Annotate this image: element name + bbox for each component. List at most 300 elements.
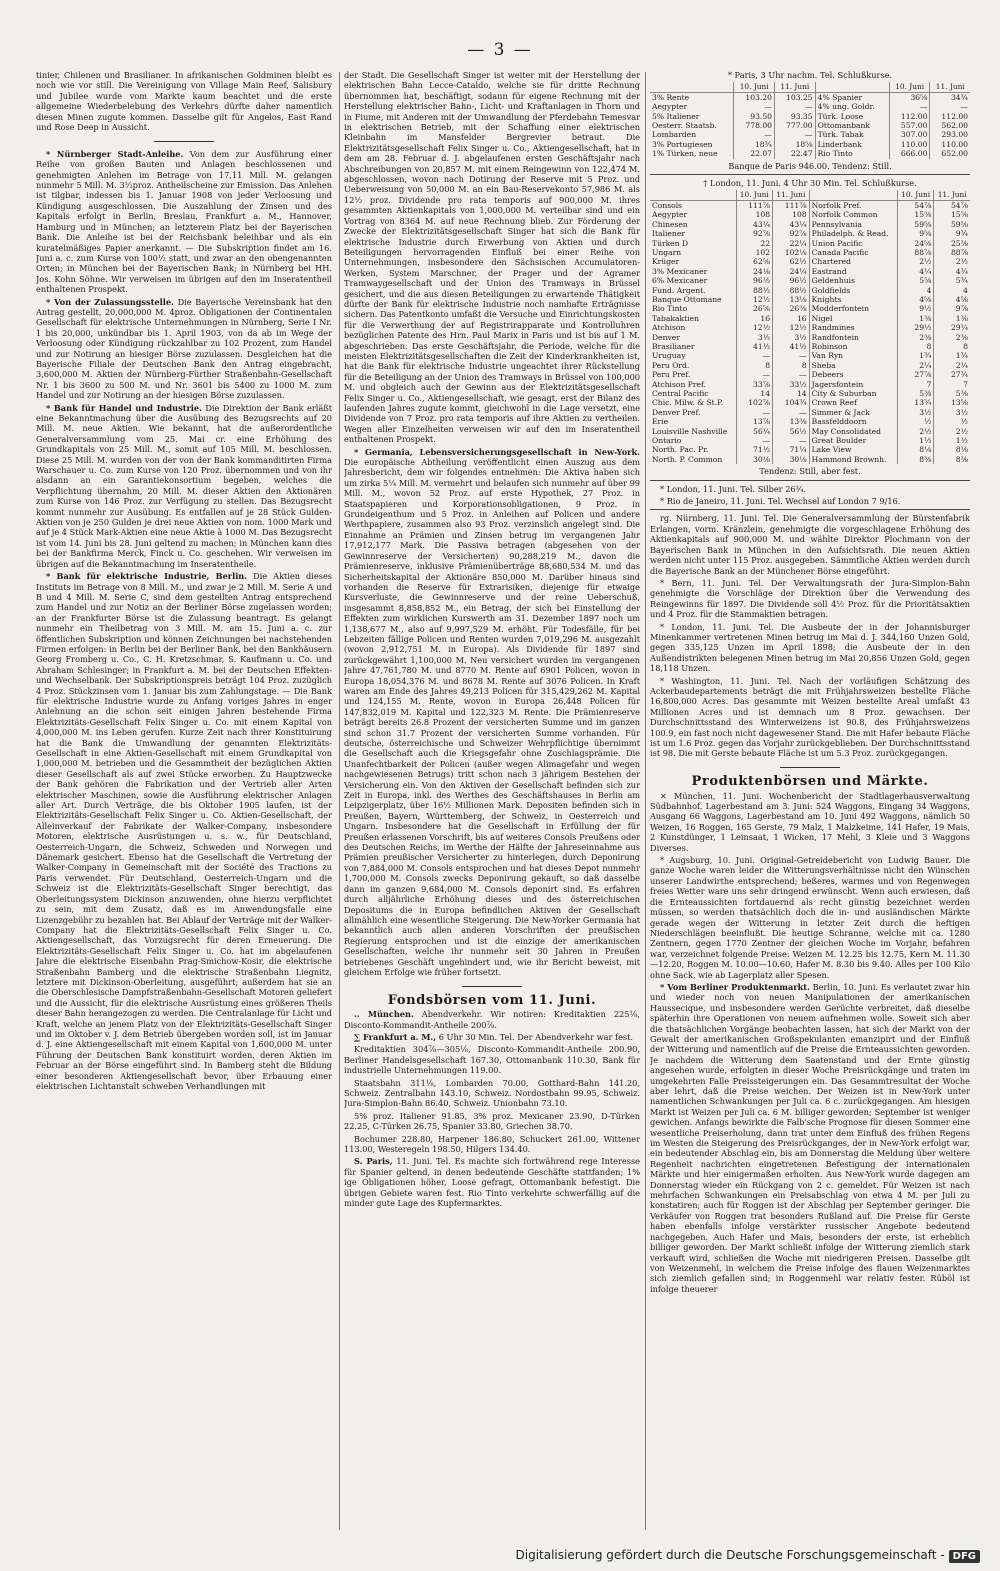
table-header-cell: 10. Juni — [734, 82, 775, 92]
table-cell: Oesterr. Staatsb. — [652, 121, 717, 131]
table-cell: Linderbank — [815, 140, 889, 149]
article-body: Die europäische Abtheilung veröffentlicht einen Auszug aus dem Jahresbericht, dem wir folgendes entnehmen: Die Aktiva haben sich um zirka 5¼ Mill. M. vermehrt und belaufen sich nunmehr auf über 99 Mill. M., wovon 52 Proz. auf erste Hypothek, 27 Proz. in Staatspapieren und Korporationsobligationen, 9 Proz. in Grundeigenthum und 5 Proz. in Anleihen auf Policen und andere Werthpapiere, zusammen also 93 Proz. verzinslich angelegt sind. Die Einnahme an Prämien und Zinsen betrug im vergangenen Jahr 17,912,177 Mark. Die Passiva betragen (abgesehen von der Gewinnreserve der Versicherten) 90,288,219 M., davon die Prämienreserve, inklusive Prämienüberträge 88,680,534 M. und das Sicherheitskapital der Aktionäre 850,000 M. Darüber hinaus sind vorhanden die Reserve für Extrarisiken, diejenige für etwaige Kursverluste, die Gewinnreserve und der reine Ueberschuß, insgesammt 8,858,852 M., ein Betrag, der sich bei Einstellung der Effekten zum wirklichen Kurswerth am 31. Dezember 1897 noch um 1,138,677 M., also auf 9,997,529 M. erhöht. Für Todesfälle, für bei Lebzeiten fällige Policen und Renten wurden 7,019,296 M. ausgezahlt (wovon 2,912,751 M. in Europa). Als Dividende für 1897 sind zurückgewährt 1,100,000 M. Neu versichert wurden im vergangenen Jahre 47,761,780 M. und 8770 M. Rente auf 6901 Policen, wovon in Europa 18,054,376 M. und 8678 M. Rente auf 3076 Policen. In Kraft waren am Ende des Jahres 49,213 Policen für 315,429,262 M. Kapital und 124,155 M. Rente, wovon in Europa 26,448 Policen für 147,832,019 M. Kapital und 122,323 M. Rente. Die Prämienreserve beträgt bereits 26.8 Prozent der versicherten Summe und im ganzen sind schon 31.7 Prozent der versicherten Summe vorhanden. Für deutsche, österreichische und Schweizer Wehrpflichtige übernimmt die Gesellschaft auch die Kriegsgefahr ohne Zuschlagsprämie. Die Unanfechtbarkeit der Policen (außer wegen Alimagefahr und wegen nachgewiesenen Betrugs) tritt schon nach 3 jährigem Bestehen der Versicherung ein. Von den Aktiven der Gesellschaft befinden sich zur Zeit in Europa, inkl. des Werthes des Geschäftshauses in Berlin am Leipzigerplatz, über 16½ Millionen Mark. Depositen befinden sich in Preußen, Bayern, Württemberg, der Schweiz, in Oesterreich und Ungarn. Insbesondere hat die Gesellschaft in Erfüllung der für Preußen erlassenen Vorschrift, bis auf weiteres Consols Preußens oder des Deutschen Reichs, im Werthe der Hälfte der Jahreseinnahme aus Prämien preußischer Versicherter zu hinterlegen, durch Deponirung von 7,884,000 M. Consols entsprochen und hat dieses Depot nunmehr 1,700,000 M. Consols zwecks Deponirung gekauft, so daß dasselbe dann im ganzen 9,684,000 M. Consols deponirt sind. Es erfahren durch alljährliche Erhöhung dieses und des österreichischen Depositums die in Europa befindlichen Aktiven der Gesellschaft allmählich eine wesentliche Steigerung. Die New-Yorker Germania hat bekanntlich auch allen anderen Vorschriften der preußischen Regierung entsprochen und ist die einzige der amerikanischen Gesellschaften, welche ihr nunmehr seit 30 Jahren in Preußen betriebenes Geschäft ungehindert und, wie ihr Bericht beweist, mit gleichem Erfolge wie früher fortsetzt. — [344, 457, 640, 977]
table-cell: Eastrand — [809, 267, 897, 276]
table-row — [650, 229, 970, 238]
table-cell: Louisville Nashville — [652, 426, 728, 436]
table-cell: 12½ — [773, 323, 810, 332]
table-cell: 43¼ — [736, 220, 773, 229]
table-cell: 2½ — [934, 257, 970, 266]
table-cell: — — [930, 102, 970, 111]
table-cell: 88⅞ — [934, 248, 970, 257]
table-cell: Crown Reef — [809, 398, 897, 407]
table-cell: — — [773, 408, 810, 417]
table-row — [650, 361, 970, 370]
table-cell: — — [775, 130, 816, 139]
paris-quotes-heading: * Paris, 3 Uhr nachm. Tel. Schlußkurse. — [727, 70, 893, 80]
column-divider — [339, 72, 340, 1530]
table-cell: 2½ — [897, 257, 934, 266]
table-cell: 102 — [736, 248, 773, 257]
table-cell: 103.25 — [775, 92, 816, 102]
report-frankfurt-railways: Staatsbahn 311⅛, Lombarden 70.00, Gotthard-Bahn 141.20, Schweiz. Zentralbahn 143.10, Schweiz. Nordostbahn 99.95, Schweiz. Jura-Simplon-Bahn 86.40, Schweiz. Unionbahn 73.10. — [344, 1077, 640, 1109]
table-cell: 30⅛ — [736, 455, 773, 464]
table-cell: — — [773, 351, 810, 360]
table-cell: 2¼ — [934, 361, 970, 370]
table-cell: Peru Ord. — [652, 360, 690, 370]
report-frankfurt — [344, 1032, 640, 1042]
article-zulassung — [36, 297, 332, 401]
table-cell: 13⅝ — [934, 398, 970, 407]
table-cell: Nigel — [809, 314, 897, 323]
table-cell: 33⅞ — [736, 380, 773, 389]
table-cell: 96½ — [773, 276, 810, 285]
table-cell: 111⅞ — [736, 200, 773, 210]
table-header-cell — [809, 190, 897, 200]
table-cell: 1½ — [897, 436, 934, 445]
table-cell: Brasilianer — [652, 341, 695, 351]
table-cell: 3% Rente — [652, 92, 690, 102]
table-header-cell: 11. Juni — [930, 82, 970, 92]
table-cell: 25⅜ — [934, 239, 970, 248]
table-row — [650, 445, 970, 454]
table-cell: 4¼ — [897, 267, 934, 276]
report-body: 11. Juni. Tel. Es machte sich fortwährend rege Interesse für Spanier geltend, in denen bedeutende Geschäfte stattfanden; 1% ige Obligationen höher, Loose gefragt, Ottomanbank befestigt. Die übrigen Gebiete waren fest. Rio Tinto verkehrte schwerfällig auf die minder gute Lage des Kupfermarktes. — [344, 1156, 640, 1209]
table-cell: 16 — [773, 314, 810, 323]
table-cell: 30⅛ — [773, 455, 810, 464]
table-cell: 22 — [736, 239, 773, 248]
table-cell: Randmines — [809, 323, 897, 332]
table-cell: 62⅝ — [736, 257, 773, 266]
table-cell: 92⅞ — [736, 229, 773, 238]
table-cell: 3½ — [736, 333, 773, 342]
table-cell: 12½ — [736, 323, 773, 332]
table-cell: 27⅞ — [897, 370, 934, 379]
table-cell: Krüger — [652, 257, 680, 267]
london-quotes-footer: Tendenz: Still, aber fest. — [759, 466, 861, 477]
table-cell: 9⅝ — [897, 229, 934, 238]
table-cell: 4⅝ — [897, 295, 934, 304]
table-cell: Ungarn — [652, 247, 682, 257]
london-quotes-heading: † London, 11. Juni. 4 Uhr 30 Min. Tel. Schlußkurse. — [703, 178, 917, 189]
table-cell: 8⅜ — [934, 455, 970, 464]
table-cell: 307.00 — [889, 130, 930, 139]
report-body: Abendverkehr. Wir notiren: Kreditaktien 225⅛, Disconto-Kommandit-Antheile 200⅞. — [344, 1009, 640, 1030]
report-rio: * Rio de Janeiro, 11. Juni. Tel. Wechsel auf London 7 9/16. — [660, 496, 901, 507]
table-cell: Consols — [652, 200, 683, 210]
table-cell: Central Pacific — [652, 389, 709, 398]
table-cell: 22.07 — [734, 149, 775, 158]
table-cell: North. P. Common — [652, 454, 723, 464]
table-cell: 3% Portugiesen — [652, 139, 713, 149]
table-cell: Norfolk Pref. — [809, 200, 897, 210]
table-row — [650, 323, 970, 332]
table-cell: 9¾ — [934, 229, 970, 238]
table-cell: 1⅜ — [897, 314, 934, 323]
table-cell: 3½ — [897, 408, 934, 417]
table-cell: 96½ — [736, 276, 773, 285]
table-row — [650, 220, 970, 229]
table-cell: 14 — [773, 389, 810, 398]
table-cell: 557.00 — [889, 121, 930, 130]
table-row — [650, 286, 970, 295]
table-cell: 2½ — [897, 427, 934, 436]
table-cell: 14 — [736, 389, 773, 398]
table-cell: 652.00 — [930, 149, 970, 158]
table-cell: 5⅜ — [897, 389, 934, 398]
table-cell: 8⅛ — [934, 445, 970, 454]
table-cell: Aegypter — [652, 210, 688, 220]
table-cell: 102⅛ — [773, 248, 810, 257]
column-divider — [645, 72, 646, 1530]
table-row — [650, 408, 970, 417]
table-cell: 9⅞ — [934, 304, 970, 313]
table-header-cell: 10. Juni — [897, 190, 934, 200]
table-cell: Uruguay — [652, 351, 686, 361]
table-cell: 24¼ — [773, 267, 810, 276]
table-cell: 5¾ — [934, 276, 970, 285]
table-cell: 3½ — [934, 408, 970, 417]
table-row — [650, 295, 970, 304]
table-cell: 93.35 — [775, 112, 816, 121]
table-cell: 22.47 — [775, 149, 816, 158]
table-cell: 1% Türken, neue — [652, 149, 718, 159]
divider — [650, 509, 970, 510]
table-cell: 8⅛ — [897, 445, 934, 454]
table-cell: 27¾ — [934, 370, 970, 379]
table-cell: 24⅛ — [736, 267, 773, 276]
table-cell: 108 — [736, 210, 773, 219]
table-cell: 16 — [736, 314, 773, 323]
table-cell: — — [736, 436, 773, 445]
table-cell: Pennsylvania — [809, 220, 897, 229]
report-augsburg: * Augsburg, 10. Juni. Original-Getreidebericht von Ludwig Bauer. Die ganze Woche waren leider die Witterungsverhältnisse nicht den Wünschen unserer Landwirthe entsprechend; beßeres, warmes und von Regenwegen freies Wetter ware uns sehr dringend erwünscht. Wenn auch erwiesen, daß die Ernteaussichten fortdauernd als recht günstig bezeichnet werden müssen, so werden thatsächlich doch die in- und ausländischen Märkte gerade wegen der Witterung in letzter Zeit durch die heftigen Niederschlägen beeinflußt. Die heutige Schranne, welche mit ca. 1280 Zentnern, gegen 1770 Zentner der gleichen Woche im Vorjahr, befahren war, verzeichnet folgende Preise: Weizen M. 12.25 bis 12.75, Kern M. 11.30—12.20, Roggen M. 10.00—10.60, Hafer M. 8.30 bis 9.40. Alles per 100 Kilo ohne Sack, wie ab Lagerplatz aller Spesen. — [650, 855, 970, 980]
table-cell: Banque Ottomane — [652, 294, 722, 304]
table-row — [650, 130, 970, 139]
report-frankfurt-bonds: 5% proz. Italiener 91.85, 3% proz. Mexicaner 23.90, D-Türken 22.25, C-Türken 26.75, Spanier 33.80, Griechen 38.70. — [344, 1110, 640, 1132]
table-cell: 56½ — [773, 427, 810, 436]
table-cell: Bassfelddoorn — [809, 417, 897, 426]
table-cell: 1½ — [934, 436, 970, 445]
table-cell: 112.00 — [889, 112, 930, 121]
table-cell: 102⅞ — [736, 398, 773, 407]
table-header-cell — [650, 82, 734, 92]
table-cell: 110.00 — [889, 140, 930, 149]
table-row — [650, 267, 970, 276]
dfg-logo: DFG — [949, 1550, 980, 1563]
table-cell: — — [775, 102, 816, 111]
table-cell: 2⅜ — [897, 333, 934, 342]
table-cell: 43¼ — [773, 220, 810, 229]
table-cell: 41½ — [773, 342, 810, 351]
table-cell: 3½ — [773, 333, 810, 342]
table-cell: Chic. Milw. & St.P. — [652, 398, 724, 408]
table-row — [650, 257, 970, 266]
table-cell: Union Pacific — [809, 239, 897, 248]
table-row — [650, 149, 970, 158]
table-cell: 104¾ — [773, 398, 810, 407]
section-heading-fondsboersen: Fondsbörsen vom 11. Juni. — [387, 992, 597, 1008]
table-cell: 5⅝ — [897, 276, 934, 285]
table-row — [650, 314, 970, 323]
table-cell: Atchison — [652, 323, 686, 333]
table-cell: 71¼ — [773, 445, 810, 454]
article-heading: * Bank für Handel und Industrie. — [46, 402, 202, 413]
table-cell: 112.00 — [930, 112, 970, 121]
table-cell: Hammond Brownh. — [809, 455, 897, 464]
table-row — [650, 121, 970, 130]
table-cell: ½ — [897, 417, 934, 426]
table-cell: 2½ — [934, 427, 970, 436]
table-header-cell: 11. Juni — [775, 82, 816, 92]
table-cell: 108 — [773, 210, 810, 219]
report-paris — [344, 1156, 640, 1208]
article-germania — [344, 447, 640, 978]
table-header-cell — [650, 190, 736, 200]
separator — [650, 762, 970, 772]
table-cell: 9½ — [897, 304, 934, 313]
table-cell: Randfontein — [809, 333, 897, 342]
table-cell: 4% Spanier — [815, 92, 889, 102]
divider — [650, 480, 970, 481]
report-heading: S. Paris, — [354, 1156, 393, 1167]
table-cell: Atchison Pref. — [652, 379, 706, 389]
table-cell: 666.00 — [889, 149, 930, 158]
table-cell: 2¼ — [897, 361, 934, 370]
table-row — [650, 210, 970, 219]
table-header-cell — [815, 82, 889, 92]
article-heading: * Von der Zulassungsstelle. — [46, 296, 174, 307]
table-header-row — [650, 82, 970, 92]
table-cell: 110.00 — [930, 140, 970, 149]
table-cell: Tabakaktien — [652, 313, 699, 323]
article-nuernberg-loan — [36, 149, 332, 295]
table-header-cell: 10. Juni — [736, 190, 773, 200]
table-cell: 15⅝ — [934, 210, 970, 219]
table-cell: 36⅝ — [889, 92, 930, 102]
table-row — [650, 112, 970, 121]
article-continuation: der Stadt. Die Gesellschaft Singer ist weiter mit der Herstellung der elektrischen Bahn Lecce-Cataldo, welche sie für dritte Rechnung übernommen hat, beschäftigt, sodann für eigene Rechnung mit der Herstellung elektrischer Bahn-, Licht- und Kraftanlagen in Thorn und in Fiume, mit Anderen mit der Umwandlung der Pferdebahn Temesvar in elektrischen Betrieb, mit der Schaffung einer elektrischen Kleinbahn im Mansfelder Bergrevier betraut. Die Elektrizitätsgesellschaft Felix Singer u. Co., Aktiengesellschaft, hat in dem am 28. Februar d. J. abgelaufenen ersten Geschäftsjahr nach Abschreibungen von 20,857 M. mit einem Reingewinn von 122,474 M. abgeschlossen, wovon nach Dotirung der Reserve mit 5 Proz. und Ueberweisung von 50,000 M. an ein Bau-Reservekonto 57,986 M. als 12½ proz. Dividende pro rata temporis auf 900,000 M. ihres gesammten Aktienkapitals von 1,000,000 M. verteilbar sind und ein Vortrag von 8364 M. auf neue Rechnung blieb. Zur Förderung der Zwecke der Elektrizitätsgesellschaft Singer hat sich die Bank für elektrische Industrie durch Erwerbung von Aktien und durch Beteiligungen hervorragenden Einfluß bei einer Reihe von Unternehmungen, insbesondere den Sächsischen Accumulatoren-Werken, System Marschner, der Prager und der Agramer Tramwaygesellschaft und der Union des Tramways in Brüssel gesichert, und die aus diesen Beteiligungen zu erwartende Thätigkeit dürfte der Bank für elektrische Industrie noch namhafte Erträgnisse sichern. Das Patentkonto umfaßt die Versuche und Einrichtungskosten für die Verwerthung der auf Registrirapparate und Kontrolluhren bezüglichen Patente des Hrn. Paul Marix in Paris und ist bis auf 1 M. abgeschrieben. Das erste Geschäftsjahr, die Periode, welche für die meisten Elektrizitätsgesellschaften die Zeit der Kinderkrankheiten ist, hat die Bank für elektrische Industrie ungeachtet ihrer Rückstellung für die Beteiligung an der Union des Tramways in Brüssel von 100,000 M. und obgleich auch der Gewinn aus der Elektrizitätsgesellschaft Felix Singer u. Co., Aktiengesellschaft, wie gesagt, erst der Bilanz des laufenden Jahres zugute kommt, gleichwohl in die Lage versetzt, eine Dividende von 7 Proz. pro rata temporis auf ihre Aktien zu vertheilen. Wegen aller Einzelheiten verweisen wir auf den im Inseratentheil enthaltenen Prospekt. — [344, 70, 640, 445]
table-cell: 13⅞ — [736, 417, 773, 426]
table-header-cell: 11. Juni — [934, 190, 970, 200]
separator — [344, 980, 640, 990]
paris-quotes-table — [650, 82, 970, 158]
table-cell: 56¼ — [736, 427, 773, 436]
table-cell: Türken D — [652, 238, 689, 248]
report-body: Berlin, 10. Juni. Es verlautet zwar hin und wieder noch von neuen Manipulationen der amerikanischen Haussecique, und insbesondere werden Gerüchte verbreitet, daß dieselbe späterhin ihre Operationen von neuem aufnehmen wolle. Soweit sich aber die thatsächlichen Vorgänge beobachten lassen, hat sich der Markt von der Gewalt der amerikanischen Großspekulanten emanzipirt und der Einfluß der Witterung und namentlich auf die Preise die Ernteaussichten geworden. Je nachdem die Witterung dem Saatenstand und der Ernte günstig angesehen wurde, erfolgten in dieser Woche Preisrückgänge und traten im umgekehrten Falle Preissteigerungen ein. Das Gesammtresultat der Woche aber lehrt, daß die Preise weichen. Der Weizen ist in New-York unter namentlichen Schwankungen per Juli ca. 6 c. zurückgegangen. Am hiesigen Markt ist Weizen per Juli ca. 6 M. billiger geworden; September ist weniger gewichen. Anfangs bewirkte die Falb'sche Prognose für diesen Sommer eine wesentliche Preiserholung, dann trat unter dem Einfluß des frühen Regens im Westen die Steigerung des Preisrückganges, der in New-York erfolgt war, ein bedeutender Abschlag ein, bis am Donnerstag die Meldung über weitere Regenheit nachrichten eingetretenen Befestigung der internationalen Märkte und hier einigermaßen erholten. Aus New-York wurde dagegen am Donnerstag wieder ein Rückgang von 2 c. gemeldet. Für Weizen ist nach mehrfachen Schwankungen ein Preisabschlag von etwa 4 M. per Juli zu konstatiren; auch für Roggen ist der Abschlag per September geringer. Die Verkäufer von Roggen trat besonders Rußland auf. Die Preise für Gerste haben ebenfalls infolge verstärkter russischer Angebote bedeutend nachgegeben. Auch Hafer und Mais, besonders der erste, ist erheblich billiger geworden. Der Markt schließt infolge der Witterung ziemlich stark verkauft wird, schließen die Woche mit niedrigeren Preisen. Dasselbe gilt von Weizenmehl, in welchem die Preise infolge des flauen Weizenmarktes sich ziemlich gefallen sind; in Roggenmehl war relativ fester. Rüböl ist infolge theuerer — [650, 981, 970, 1294]
report-muenchen-lager: ✕ München, 11. Juni. Wochenbericht der Stadtlagerhausverwaltung Südbahnhof. Lagerbestand am 3. Juni: 524 Waggons, Eingang 34 Waggons, Ausgang 66 Waggons, Lagerbestand am 10. Juni 492 Waggons, nämlich 50 Weizen, 16 Roggen, 165 Gerste, 79 Malz, 1 Malzkeime, 141 Hafer, 19 Mais, 2 Kunstdünger, 1 Leinsaat, 1 Wicken, 17 Mehl, 3 Kleie und 3 Waggons Diverses. — [650, 790, 970, 853]
report-body: 6 Uhr 30 Min. Tel. Der Abendverkehr war fest. — [438, 1031, 634, 1042]
table-cell: Robinson — [809, 342, 897, 351]
page-number: — 3 — — [467, 40, 533, 60]
table-cell: Philadelph. & Read. — [809, 229, 897, 238]
report-nuernberg: rg. Nürnberg, 11. Juni. Tel. Die Generalversammlung der Bürstenfabrik Erlangen, vorm. Kränzlein, genehmigte die vorgeschlagene Erhöhung des Aktienkapitals auf 900,000 M. und wählte Direktor Plochmann von der Bayerischen Bank in München in den Aufsichtsrath. Die neuen Aktien werden nicht unter 115 Proz. ausgegeben. Sämmtliche Aktien werden durch die Bayerische Bank an der Münchener Börse eingeführt. — [650, 513, 970, 576]
table-cell: Fund. Argent. — [652, 285, 706, 295]
table-cell: 54⅞ — [934, 200, 970, 210]
table-cell: Ottomanbank — [815, 121, 889, 130]
table-cell: 8 — [736, 361, 773, 370]
table-cell: Lake View — [809, 445, 897, 454]
table-row — [650, 92, 970, 102]
table-cell: 12½ — [736, 295, 773, 304]
table-cell: 778.00 — [734, 121, 775, 130]
report-berliner-produkten — [650, 982, 970, 1294]
report-frankfurt-industrials: Bochumer 228.80, Harpener 186.80, Schuckert 261.00, Wittener 113.00, Westeregeln 198.50, Hilgers 134.40. — [344, 1133, 640, 1155]
table-cell: 13⅜ — [773, 417, 810, 426]
table-cell: Chinesen — [652, 219, 688, 229]
report-bern: * Bern, 11. Juni. Tel. Der Verwaltungsrath der Jura-Simplon-Bahn genehmigte die Vorschläge der Direktion über die Verwendung des Reingewinns für 1897. Die Dividende soll 4½ Proz. für die Prioritätsaktien und 4 Proz. für die Stammaktien betragen. — [650, 577, 970, 620]
table-cell: Erie — [652, 417, 669, 427]
report-london-silver: * London, 11. Juni. Tel. Silber 26¾. — [660, 483, 807, 494]
table-row — [650, 333, 970, 342]
table-cell: 8⅜ — [897, 455, 934, 464]
table-cell: 22¼ — [773, 239, 810, 248]
table-cell: 7 — [897, 380, 934, 389]
table-cell: 8 — [934, 342, 970, 351]
table-cell: 562.00 — [930, 121, 970, 130]
report-heading: * Vom Berliner Produktenmarkt. — [660, 981, 810, 992]
table-cell: — — [736, 351, 773, 360]
table-cell: 8 — [773, 361, 810, 370]
table-row — [650, 380, 970, 389]
report-frankfurt-banks: Kreditaktien 304⅞—305⅛, Disconto-Kommandit-Antheile 200.90, Berliner Handelsgesellschaft 167.30, Ottomanbank 110.30, Bank für industrielle Unternehmungen 119.00. — [344, 1044, 640, 1076]
table-cell: 41½ — [736, 342, 773, 351]
article-bank-elektrisch — [36, 571, 332, 1091]
table-cell: — — [889, 102, 930, 111]
table-row — [650, 351, 970, 360]
table-cell: 29½ — [897, 323, 934, 332]
article-body: Die Direktion der Bank erläßt eine Bekanntmachung über die Ausübung des Bezugsrechts auf 20 Mill. M. neue Aktien. Wie bekannt, hat die außerordentliche Generalversammlung vom 25. Mai cr. eine Erhöhung des Grundkapitals von 25 Mill. M., somit auf 105 Mill. M. beschlossen. Diese 25 Mill. M. wurden von der von der Bank kommanditirten Firma Warschauer u. Co. zum Kurse von 120 Proz. übernommen und von ihr alsdann an ein Garantiekonsortium begeben, welches die Verpflichtung übernahm, 20 Mill. M. dieser Aktien den Aktionären zum Kurse von 146 Proz. zur Verfügung zu stellen. Das Bezugsrecht kommt nunmehr zur Ausübung. Es entfallen auf je 28 Stück Gulden-Aktien von je 250 Gulden je drei neue Aktien von nom. 1000 Mark und auf je 4 Stück Mark-Aktien eine neue Aktie à 1000 M. Das Bezugsrecht ist vom 14. Juni bis 28. Juni geltend zu machen; in München kann dies bei der Bankfirma Merck, Finck u. Co. geschehen. Wir verweisen im übrigen auf die Bekanntmachung im Inseratentheile. — [36, 402, 332, 569]
table-cell: 1¾ — [897, 351, 934, 360]
table-cell: 4 — [934, 286, 970, 295]
table-cell: Lombarden — [652, 130, 697, 140]
table-cell: 4% ung. Goldr. — [815, 102, 889, 111]
table-row — [650, 342, 970, 351]
column-right — [650, 70, 970, 1532]
article-bank-handel — [36, 403, 332, 570]
section-heading-produkten: Produktenbörsen und Märkte. — [691, 774, 929, 790]
table-cell: Denver Pref. — [652, 407, 701, 417]
article-body: Die Aktien dieses Instituts im Betrage von 8 Mill. M., und zwar je 2 Mill. M. Serie A und B und 4 Mill. M. Serie C, sind dem gestellten Antrag entsprechend zum Handel und zur Notiz an der Berliner Börse zugelassen worden; an der Frankfurter Börse ist die Zulassung beantragt. Es gelangt nunmehr ein Theilbetrag von 3 Mill. M. am 15. Juni a. c. zur öffentlichen Subskription und können Zeichnungen bei nachstehenden Firmen erfolgen: in Berlin bei der Berliner Bank, bei den Bankhäusern Georg Fromberg u. Co., C. H. Kretzschmar, S. Kaufmann u. Co. und Abraham Schlesinger; in Frankfurt a. M. bei der Deutschen Effekten- und Wechselbank. Der Subskriptionspreis beträgt 104 Proz. zuzüglich 4 Proz. Stückzinsen vom 1. Januar bis zum Zahlungstage. — Die Bank für elektrische Industrie wurde zu Anfang voriges Jahres in enger Anlehnung an die schon seit einigen Jahren bestehende Firma Elektrizitäts-Gesellschaft Felix Singer u. Co. mit einem Kapital von 4,000,000 M. ins Leben gerufen. Kurze Zeit nach ihrer Konstituirung hat die Bank die Umwandlung der genannten Elektrizitäts-Gesellschaft in eine Aktien-Gesellschaft mit einem Grundkapital von 1,000,000 M. betrieben und die Gesammtheit der bezüglichen Aktien dieser Gesellschaft als auf zwei Stücke erworben. Zu Hauptzwecke der Bank gehören die Fabrikation und der Vertrieb aller Arten elektrischer Maschinen, sowie die Ausführung elektrischer Anlagen aller Art. Durch Verträge, die bis Oktober 1905 laufen, ist der Elektrizitäts-Gesellschaft Felix Singer u. Co. Aktien-Gesellschaft, der Alleinverkauf der Fabrikate der Walker-Company, insbesondere Motoren, elektrische Ausrüstungen u. s. w., für Deutschland, Oesterreich-Ungarn, die Schweiz, Schweden und Norwegen und Dänemark gesichert. Ebenso hat die Gesellschaft die Vertretung der Walker-Company in Gemeinschaft mit der Société des Tractions zu Paris verwendet. Für Deutschland, Oesterreich-Ungarn und die Schweiz ist die Elektrizitäts-Gesellschaft Singer berechtigt, das Oberleitungssystem Dickinson anzuwenden, ohne hierzu verpflichtet zu sein, mit dem Zusatz, daß es im Anwendungsfalle eine Lizenzgebühr zu bezahlen hat. Bei Ablauf der Verträge mit der Walker-Company hat die Elektrizitäts-Gesellschaft Felix Singer u. Co. Aktiengesellschaft, das Vorzugsrecht für deren Erneuerung. Die Elektrizitäts-Gesellschaft Felix Singer u. Co. hat im abgelaufenen Jahre die elektrische Eisenbahn Prag-Smichow-Kosir, die elektrische Straßenbahn Bamberg und die elektrische Straßenbahn Liegnitz, letztere mit Dickinson-Oberleitung, ausgeführt; außerdem hat sie an die Oberschlesische Dampfstraßenbahn-Gesellschaft Motoren geliefert und die Aussicht, für die elektrische Ausrüstung eines größeren Theils dieser Bahn herangezogen zu werden. Die Centralanlage für Licht und Kraft, welche an jenem Platz von der Elektrizitäts-Gesellschaft Singer und im Oktober v. J. dem Betrieb übergeben worden soll, ist im Januar d. J. eine Aktiengesellschaft mit einem Kapital von 1,600,000 M. unter Führung der Deutschen Bank konstituirt worden, deren Aktien im Februar an der Börse eingeführt sind. In Bamberg steht die Bildung einer besonderen Aktiengesellschaft bevor, über Erbauung einer elektrischen Lichtanstalt schweben Verhandlungen mit — [36, 571, 332, 1091]
table-row — [650, 248, 970, 257]
table-cell: 34¾ — [930, 92, 970, 102]
table-row — [650, 140, 970, 149]
table-cell: 4¾ — [934, 267, 970, 276]
table-cell: — — [773, 370, 810, 379]
table-cell: 18¾ — [734, 140, 775, 149]
table-row — [650, 455, 970, 464]
table-row — [650, 102, 970, 111]
table-cell: — — [736, 370, 773, 379]
table-cell: Debeers — [809, 370, 897, 379]
table-row — [650, 436, 970, 445]
table-cell: Sheba — [809, 361, 897, 370]
table-cell: Norfolk Common — [809, 210, 897, 219]
table-cell: 2⅜ — [934, 333, 970, 342]
table-cell: 13¾ — [897, 398, 934, 407]
table-cell: 6% Mexicaner — [652, 276, 708, 286]
table-cell: 59⅝ — [934, 220, 970, 229]
table-cell: 1¾ — [934, 351, 970, 360]
report-london-gold: * London, 11. Juni. Tel. Die Ausbeute der in der Johannisburger Minenkammer vertretenen Minen betrug im Mai d. J. 344,160 Unzen Gold, gegen 335,125 Unzen im April 1898; die Ausbeute der in den Außendistrikten belegenen Minen betrug im Mai 20,856 Unzen Gold, gegen 18,118 Unzen. — [650, 621, 970, 674]
table-cell: 293.00 — [930, 130, 970, 139]
table-cell: — — [734, 130, 775, 139]
table-header-cell: 11. Juni — [773, 190, 810, 200]
table-cell: Türk. Loose — [815, 112, 889, 121]
table-cell: 26⅜ — [773, 304, 810, 313]
table-cell: North. Pac. Pr. — [652, 445, 709, 455]
digitization-credit — [0, 1548, 980, 1563]
table-cell: Peru Pref. — [652, 370, 691, 380]
report-heading: ∑ Frankfurt a. M., — [354, 1031, 437, 1042]
table-row — [650, 427, 970, 436]
paragraph-mining-intro: tinier, Chilenen und Brasilianer. In afrikanischen Goldminen bleibt es noch wie vor still. Die Vereinigung von Village Main Reef, Salisbury und Jubilee wurde vom Markte kaum beachtet und die erste allgemeine Wiederbelebung des Verkehrs dürfte daher namentlich diesen Minen zugute kommen. Dasselbe gilt für Angelos, East Rand und Rose Deep in Aussicht. — [36, 70, 332, 133]
table-cell: 13⅛ — [773, 295, 810, 304]
table-row — [650, 200, 970, 210]
article-heading: * Bank für elektrische Industrie, Berlin. — [46, 571, 248, 582]
table-cell: 59⅝ — [897, 220, 934, 229]
table-cell: Ontario — [652, 436, 682, 446]
table-cell: Rio Tinto — [652, 304, 688, 314]
table-cell: 111⅞ — [773, 200, 810, 210]
article-heading: * Germania, Lebensversicherungsgesellschaft in New-York. — [354, 446, 640, 457]
article-body: Die Bayerische Vereinsbank hat den Antrag gestellt, 20,000,000 M. 4proz. Obligationen der Continentalen Gesellschaft für elektrische Unternehmungen in Nürnberg, Serie I Nr. 1 bis 20,000, unkündbar bis 1. April 1903, von da ab im Wege der Verloosung oder Kündigung rückzahlbar zu 102 Prozent, zum Handel und zur Notirung an hiesiger Börse zuzulassen. Desgleichen hat die Bayerische Filiale der Deutschen Bank den Antrag eingebracht, 3,600,000 M. Aktien der Nürnberg-Fürther Straßenbahn-Gesellschaft Nr. 1 bis 3600 zu 500 M. und Nr. 3601 bis 5400 zu 1000 M. zum Handel und zur Notirung an der hiesigen Börse zuzulassen. — [36, 296, 332, 401]
table-row — [650, 239, 970, 248]
table-cell: Rio Tinto — [815, 149, 889, 158]
table-row — [650, 304, 970, 313]
table-cell: Jagersfontein — [809, 380, 897, 389]
table-cell: 4 — [897, 286, 934, 295]
table-row — [650, 276, 970, 285]
table-cell: 92⅞ — [773, 229, 810, 238]
table-cell: Canada Pacific — [809, 248, 897, 257]
article-heading: * Nürnberger Stadt-Anleihe. — [46, 148, 184, 159]
table-row — [650, 398, 970, 407]
table-cell: Goldfields — [809, 286, 897, 295]
table-cell: 18⅝ — [775, 140, 816, 149]
table-cell: 88½ — [736, 286, 773, 295]
table-cell: May Consolidated — [809, 427, 897, 436]
table-row — [650, 417, 970, 426]
table-cell: Aegypter — [652, 102, 688, 112]
column-left — [36, 70, 332, 1532]
table-header-row — [650, 190, 970, 200]
paris-quotes-footer: Banque de Paris 946.00. Tendenz: Still. — [728, 160, 892, 171]
table-cell: City & Suburban — [809, 389, 897, 398]
table-cell: 93.50 — [734, 112, 775, 121]
table-cell: 5⅜ — [934, 389, 970, 398]
table-cell: Simmer & Jack — [809, 408, 897, 417]
table-cell: ½ — [934, 417, 970, 426]
table-cell: Great Boulder — [809, 436, 897, 445]
article-body: Von dem zur Ausführung einer Reihe von großen Bauten und Anlagen beschlossenen und genehmigten Anlehen im Betrage von 17,11 Mill. M. gelangen nunmehr 5 Mill. M. 3½proz. Antheilscheine zur Emission. Das Anlehen ist tilgbar, indessen bis 1. Januar 1908 von jeder Verloosung und Kündigung ausgeschlossen. Die Auszahlung der Zinsen und des Kapitals erfolgt in Berlin, Breslau, Frankfurt a. M., Hannover, Hamburg und in München; an letzterem Platz bei der Bayerischen Bank. Die Anleihe ist bei der Reichsbank beleihbar und als ein kuratelmäßiges Papier anerkannt. — Die Subskription findet am 16. Juni a. c. zum Kurse von 100½ statt, und zwar an den obengenannten Orten; in München bei der Bayerischen Bank; in Nürnberg bei HH. Jos. Kohn Söhne. Wir verweisen im übrigen auf den im Inseratentheil enthaltenen Prospekt. — [36, 148, 332, 295]
table-cell: Denver — [652, 332, 680, 342]
london-quotes-table — [650, 190, 970, 464]
table-cell: Van Ryn — [809, 351, 897, 360]
table-cell: 3% Mexicaner — [652, 266, 708, 276]
table-cell: 103.20 — [734, 92, 775, 102]
credit-text: Digitalisierung gefördert durch die Deutsche Forschungsgemeinschaft - — [515, 1548, 945, 1562]
report-muenchen — [344, 1009, 640, 1030]
table-row — [650, 370, 970, 379]
table-cell: — — [773, 436, 810, 445]
table-cell: 5% Italiener — [652, 111, 700, 121]
table-cell: 62½ — [773, 257, 810, 266]
table-cell: Modderfontein — [809, 304, 897, 313]
table-cell: 33½ — [773, 380, 810, 389]
table-cell: 88⅞ — [897, 248, 934, 257]
table-cell: Chartered — [809, 257, 897, 266]
table-cell: Knights — [809, 295, 897, 304]
table-header-cell: 10. Juni — [889, 82, 930, 92]
